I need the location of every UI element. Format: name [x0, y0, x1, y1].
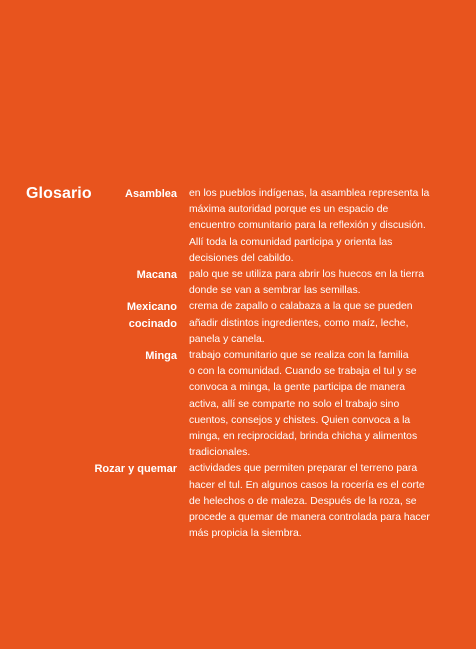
glossary-entry-mexicano-cocinado: [0, 299, 476, 348]
glossary-entry-asamblea: [0, 186, 476, 267]
glossary-term: Mexicano cocinado: [126, 301, 177, 330]
glossary-term: Macana: [136, 269, 177, 282]
glossary-term: Minga: [145, 350, 177, 363]
glossary-definition: palo que se utiliza para abrir los huecos en la tierra donde se van a sembrar las semillas.: [189, 269, 425, 297]
glossary-entries: [0, 186, 476, 542]
glossary-term: Asamblea: [125, 188, 177, 200]
glossary-definition: en los pueblos indígenas, la asamblea representa la máxima autoridad porque es un espacio de encuentro comunitario para la reflexión y discusión. Allí toda la comunidad participa y orienta las decisiones del cabildo.: [189, 188, 430, 264]
glossary-definition: crema de zapallo o calabaza a la que se pueden añadir distintos ingredientes, como maíz, leche, panela y canela.: [189, 301, 413, 345]
glossary-title: Glosario: [26, 185, 92, 202]
glossary-definition: trabajo comunitario que se realiza con la familia o con la comunidad. Cuando se trabaja el tul y se convoca a minga, la gente participa de manera activa, allí se comparte no solo el trabajo sino cuentos, consejos y chistes. Quien convoca a la minga, en reciprocidad, brinda chicha y alimentos tradicionales.: [189, 350, 418, 459]
glossary-term: Rozar y quemar: [94, 463, 177, 476]
glossary-definition: actividades que permiten preparar el terreno para hacer el tul. En algunos casos la rocería es el corte de helechos o de maleza. Después de la roza, se procede a quemar de manera controlada para hacer más propicia la siembra.: [189, 463, 430, 540]
glossary-entry-macana: [0, 267, 476, 299]
glossary-entry-minga: [0, 348, 476, 461]
glossary-entry-rozar-y-quemar: [0, 461, 476, 542]
